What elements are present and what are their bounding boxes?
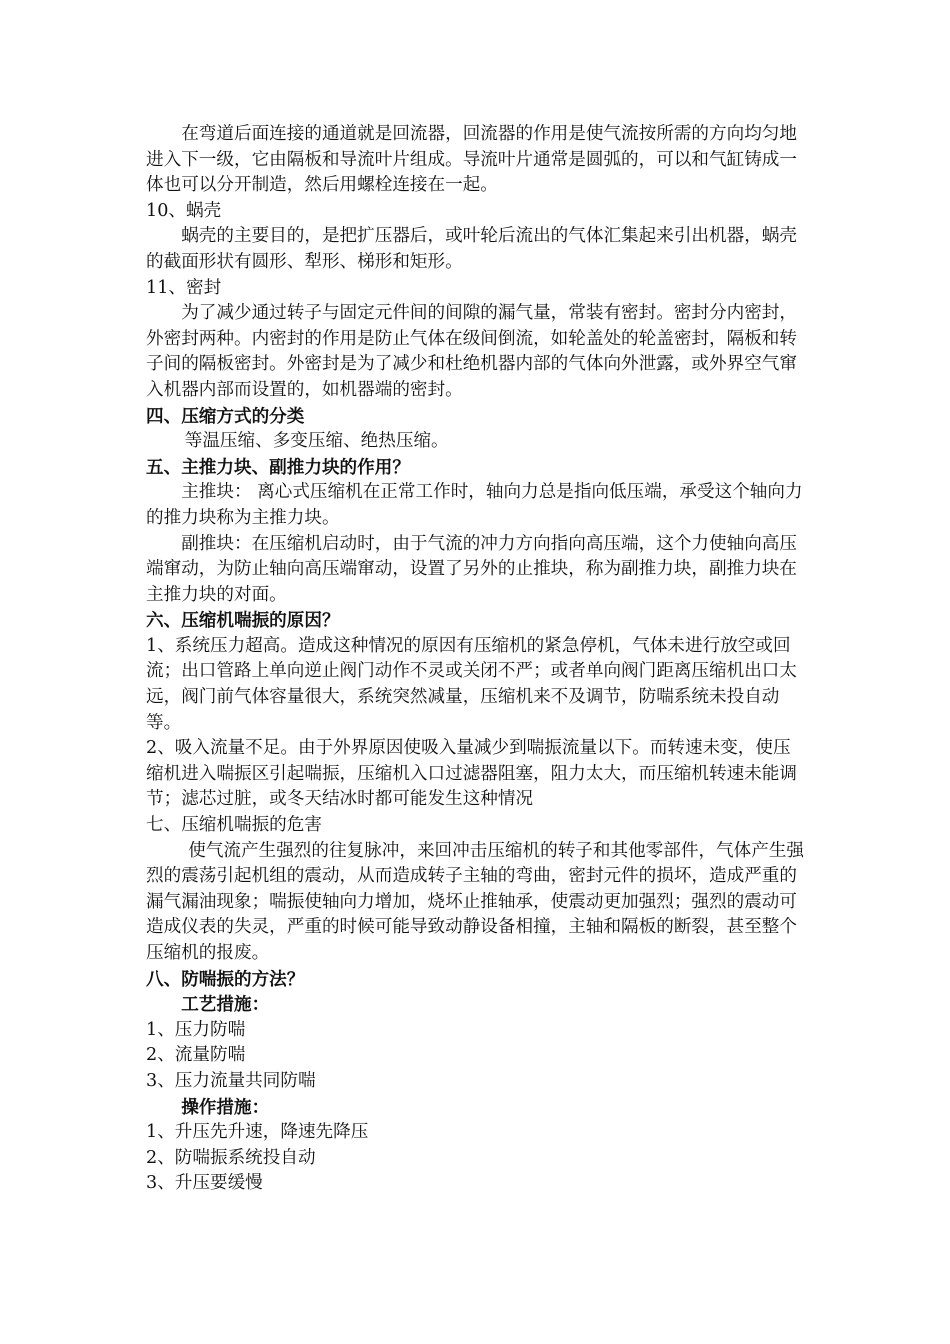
subheading-operation-measures: 操作措施： [181, 1096, 270, 1118]
list-item-operation-3: 3、升压要缓慢 [146, 1173, 263, 1194]
item-11-seal-title: 11、密封 [146, 277, 222, 298]
section-heading-compression-types: 四、压缩方式的分类 [146, 405, 305, 427]
subheading-process-measures: 工艺措施： [181, 994, 270, 1016]
section-heading-thrust-blocks: 五、主推力块、副推力块的作用？ [146, 456, 410, 478]
paragraph-surge-hazards: 使气流产生强烈的往复脉冲，来回冲击压缩机的转子和其他零部件，气体产生强烈的震荡引起机组的震动，从而造成转子主轴的弯曲，密封元件的损坏，造成严重的漏气漏油现象；喘振使轴向力增加，烧坏止推轴承，使震动更加强烈；强烈的震动可造成仪表的失灵，严重的时候可能导致动静设备相撞，主轴和隔板的断裂，甚至整个压缩机的报废。 [146, 840, 805, 963]
paragraph-surge-cause-2: 2、吸入流量不足。由于外界原因使吸入量减少到喘振流量以下。而转速未变，使压缩机进入喘振区引起喘振，压缩机入口过滤器阻塞，阻力太大，而压缩机转速未能调节；滤芯过脏，或冬天结冰时都可能发生这种情况 [146, 738, 797, 810]
item-10-volute-title: 10、蜗壳 [146, 200, 222, 221]
section-heading-surge-hazards: 七、压缩机喘振的危害 [146, 815, 322, 836]
paragraph-return-channel: 在弯道后面连接的通道就是回流器，回流器的作用是使气流按所需的方向均匀地进入下一级，它由隔板和导流叶片组成。导流叶片通常是圆弧的，可以和气缸铸成一体也可以分开制造，然后用螺栓连接在一起。 [146, 124, 797, 196]
list-item-operation-2: 2、防喘振系统投自动 [146, 1147, 316, 1168]
list-item-process-3: 3、压力流量共同防喘 [146, 1070, 316, 1091]
section-heading-anti-surge: 八、防喘振的方法？ [146, 968, 305, 990]
list-item-process-1: 1、压力防喘 [146, 1019, 246, 1040]
list-item-operation-1: 1、升压先升速，降速先降压 [146, 1122, 369, 1143]
paragraph-compression-types: 等温压缩、多变压缩、绝热压缩。 [184, 431, 449, 452]
paragraph-seal: 为了减少通过转子与固定元件间的间隙的漏气量，常装有密封。密封分内密封，外密封两种。内密封的作用是防止气体在级间倒流，如轮盖处的轮盖密封，隔板和转子间的隔板密封。外密封是为了减少和杜绝机器内部的气体向外泄露，或外界空气窜入机器内部而设置的，如机器端的密封。 [146, 303, 797, 400]
paragraph-surge-cause-1: 1、系统压力超高。造成这种情况的原因有压缩机的紧急停机，气体未进行放空或回流；出口管路上单向逆止阀门动作不灵或关闭不严；或者单向阀门距离压缩机出口太远，阀门前气体容量很大，系统突然减量，压缩机来不及调节，防喘系统未投自动等。 [146, 635, 797, 733]
document-page [146, 122, 806, 1197]
list-item-process-2: 2、流量防喘 [146, 1045, 246, 1066]
paragraph-volute: 蜗壳的主要目的，是把扩压器后，或叶轮后流出的气体汇集起来引出机器，蜗壳的截面形状有圆形、犁形、梯形和矩形。 [146, 226, 797, 272]
paragraph-main-thrust-block: 主推块： 离心式压缩机在正常工作时，轴向力总是指向低压端，承受这个轴向力的推力块称为主推力块。 [146, 482, 803, 528]
paragraph-secondary-thrust-block: 副推块：在压缩机启动时，由于气流的冲力方向指向高压端，这个力使轴向高压端窜动，为防止轴向高压端窜动，设置了另外的止推块，称为副推力块，副推力块在主推力块的对面。 [146, 533, 797, 605]
section-heading-surge-causes: 六、压缩机喘振的原因？ [146, 610, 340, 632]
